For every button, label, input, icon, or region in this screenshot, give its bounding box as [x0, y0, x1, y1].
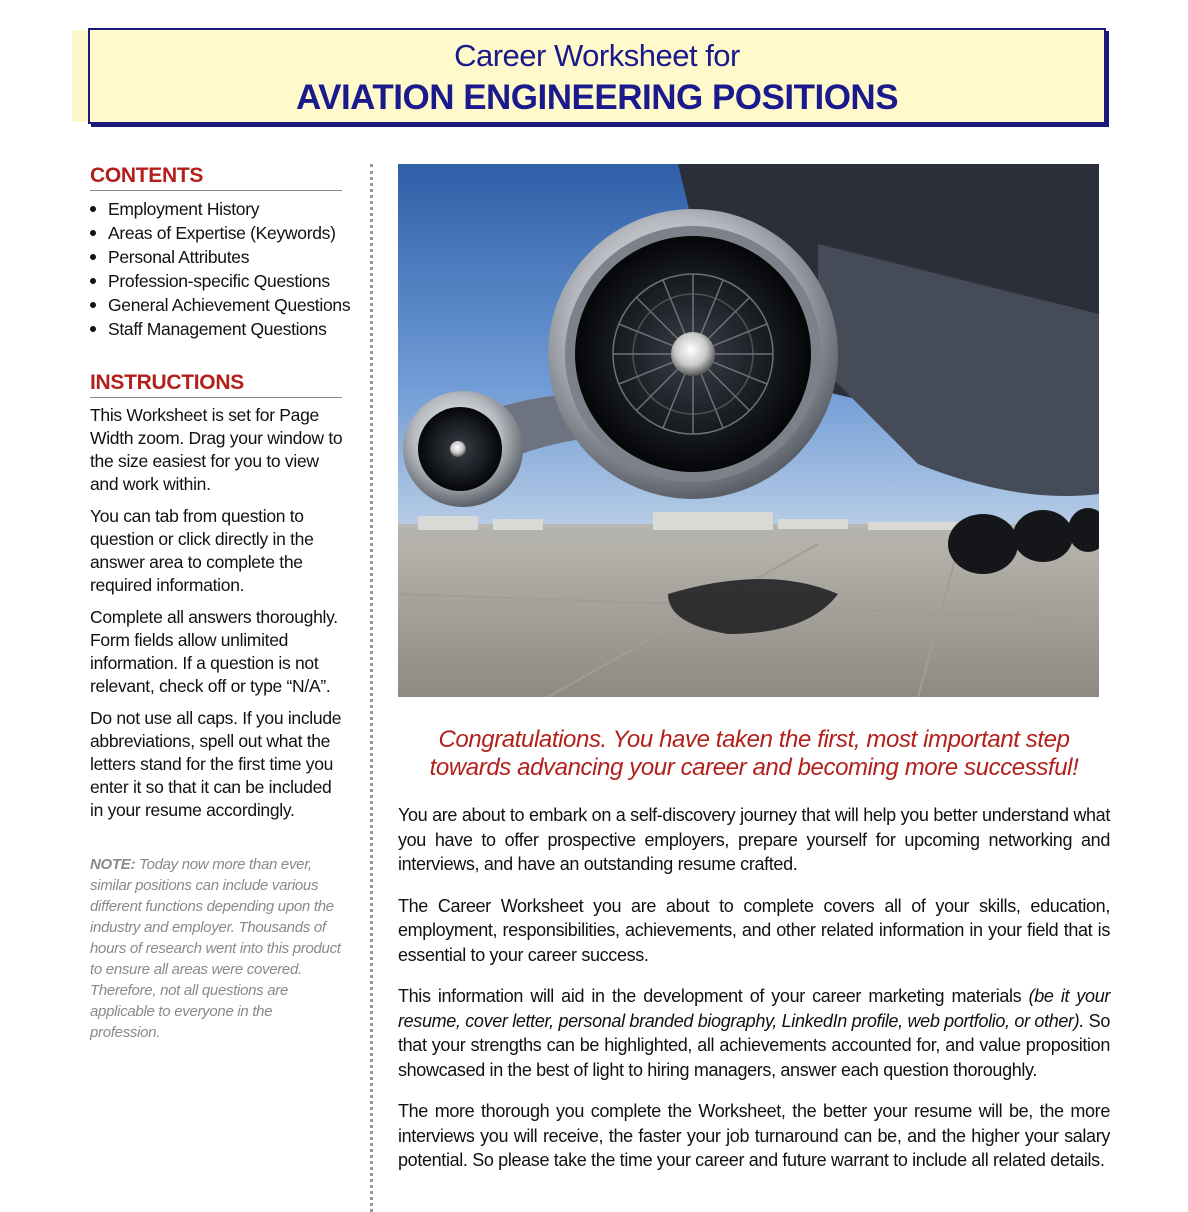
contents-item-general-achievement[interactable]	[90, 293, 351, 317]
main-engine-hub	[671, 332, 715, 376]
note-text: Today now more than ever, similar positions can include various different functions depending upon the industry and employer. Thousands of hours of research went into this product to ensure all areas were covered. Therefore, not all questions are applicable to everyone in the profession.	[90, 856, 341, 1041]
jet-engine-photo	[398, 164, 1099, 697]
header-title: AVIATION ENGINEERING POSITIONS	[295, 78, 899, 117]
contents-item-label: Profession-specific Questions	[108, 271, 330, 291]
contents-heading: CONTENTS	[90, 164, 342, 191]
p3-text-a: This information will aid in the development of your career marketing materials	[398, 986, 1029, 1006]
instruction-paragraph: Complete all answers thoroughly. Form fields allow unlimited information. If a question is not relevant, check off or type “N/A”.	[90, 607, 338, 696]
bullet-icon	[90, 278, 96, 284]
intro-paragraph-1: You are about to embark on a self-discovery journey that will help you better understand what you have to offer prospective employers, prepare yourself for upcoming networking and interviews, and have an outstanding resume crafted.	[398, 805, 1110, 874]
instruction-paragraph: This Worksheet is set for Page Width zoom. Drag your window to the size easiest for you to view and work within.	[90, 405, 343, 494]
contents-list	[90, 197, 351, 341]
contents-item-staff-management[interactable]	[90, 317, 346, 341]
bullet-icon	[90, 230, 96, 236]
column-divider	[370, 164, 373, 1212]
contents-item-personal-attributes[interactable]	[90, 245, 346, 269]
contents-item-areas-of-expertise[interactable]	[90, 221, 346, 245]
bullet-icon	[90, 326, 96, 332]
contents-item-label: Employment History	[108, 199, 260, 219]
congrats-line-2: towards advancing your career and becoming more successful!	[429, 754, 1079, 781]
contents-item-label: General Achievement Questions	[108, 295, 351, 315]
bullet-icon	[90, 302, 96, 308]
instruction-paragraph: Do not use all caps. If you include abbreviations, spell out what the letters stand for the first time you enter it so that it can be included in your resume accordingly.	[90, 708, 342, 820]
note-label: NOTE:	[90, 856, 136, 873]
main-body	[398, 803, 1110, 1190]
bullet-icon	[90, 254, 96, 260]
contents-item-label: Staff Management Questions	[108, 319, 327, 339]
header-banner	[88, 28, 1106, 124]
contents-item-label: Areas of Expertise (Keywords)	[108, 223, 336, 243]
intro-paragraph-4: The more thorough you complete the Worksheet, the better your resume will be, the more interviews you will receive, the faster your job turnaround can be, and the higher your salary potential. So please take the time your career and future warrant to include all related details.	[398, 1101, 1110, 1170]
intro-paragraph-3	[398, 984, 1110, 1082]
instruction-paragraph: You can tab from question to question or click directly in the answer area to complete the required information.	[90, 506, 314, 595]
note	[90, 854, 346, 1043]
p3-italic: (be it your resume, cover letter, personal branded biography, LinkedIn profile, web portfolio, or other).	[398, 986, 1110, 1031]
bullet-icon	[90, 206, 96, 212]
instructions-heading: INSTRUCTIONS	[90, 371, 342, 398]
p3-text-b: So that your strengths can be highlighted, all achievements accounted for, and value proposition showcased in the best of light to hiring managers, answer each question thoroughly.	[398, 1010, 1110, 1080]
contents-item-employment-history[interactable]	[90, 197, 346, 221]
intro-paragraph-2: The Career Worksheet you are about to complete covers all of your skills, education, employment, responsibilities, achievements, and other related information in your field that is essential to your career success.	[398, 895, 1110, 965]
congrats-line-1: Congratulations. You have taken the first, most important step	[438, 726, 1070, 753]
congratulations-heading	[398, 726, 1110, 782]
small-engine-hub	[450, 441, 466, 457]
contents-item-label: Personal Attributes	[108, 247, 250, 267]
sidebar	[90, 164, 351, 1043]
header-subtitle: Career Worksheet for	[454, 38, 740, 73]
contents-item-profession-specific[interactable]	[90, 269, 346, 293]
